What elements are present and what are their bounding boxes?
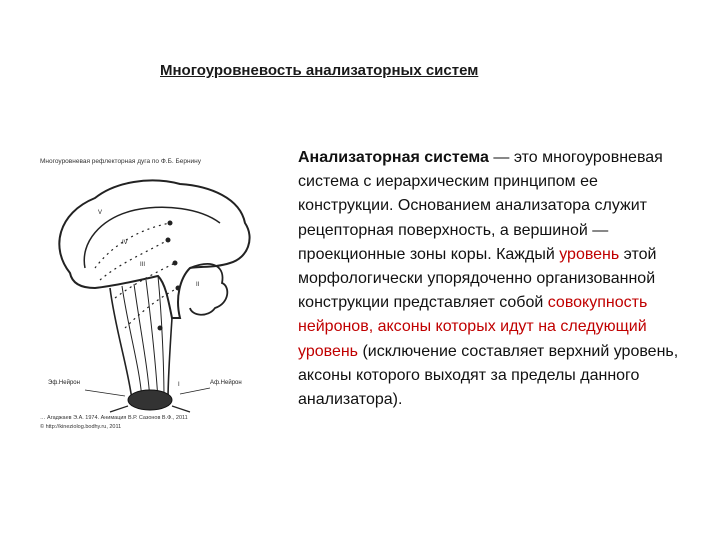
level-v-label: V	[98, 210, 103, 216]
highlight-neurons: совокупность нейронов, аксоны которых идут на следующий уровень	[298, 294, 648, 360]
level-ii-label: II	[196, 282, 200, 288]
afferent-neuron-label: Аф.Нейрон	[210, 380, 242, 386]
level-i-label: I	[178, 382, 180, 388]
text-segment: — это многоуровневая система с иерархическим принципом ее конструкции. Основанием анализатора служит рецепторная поверхность, а вершиной — проекционные зоны коры. Каждый	[298, 149, 663, 263]
definition-paragraph	[298, 146, 693, 412]
highlight-level: уровень	[559, 245, 620, 263]
text-segment: этой морфологически упорядоченно организованной конструкции представляет собой	[298, 245, 657, 312]
term-bold: Анализаторная система	[298, 149, 489, 166]
level-iii-label: III	[140, 262, 146, 268]
figure-caption: Многоуровневая рефлекторная дуга по Ф.Б. Бернину	[40, 158, 202, 165]
brain-outline	[59, 180, 249, 318]
reflex-arc-figure	[40, 158, 290, 443]
slide-title: Многоуровневость анализаторных систем	[160, 62, 479, 79]
efferent-neuron-label: Эф.Нейрон	[48, 380, 80, 386]
receptor-base	[128, 390, 172, 410]
figure-credit: … Агаджаев Э.А. 1974. Анимация В.Р. Сазонов В.Ф., 2011 © http://kineziolog.bodhy.ru, 2011	[40, 415, 188, 430]
text-segment: (исключение составляет верхний уровень, аксоны которого выходят за пределы данного анализатора).	[298, 342, 679, 409]
level-iv-label: IV	[122, 240, 128, 246]
cerebellum-shape	[190, 264, 227, 315]
